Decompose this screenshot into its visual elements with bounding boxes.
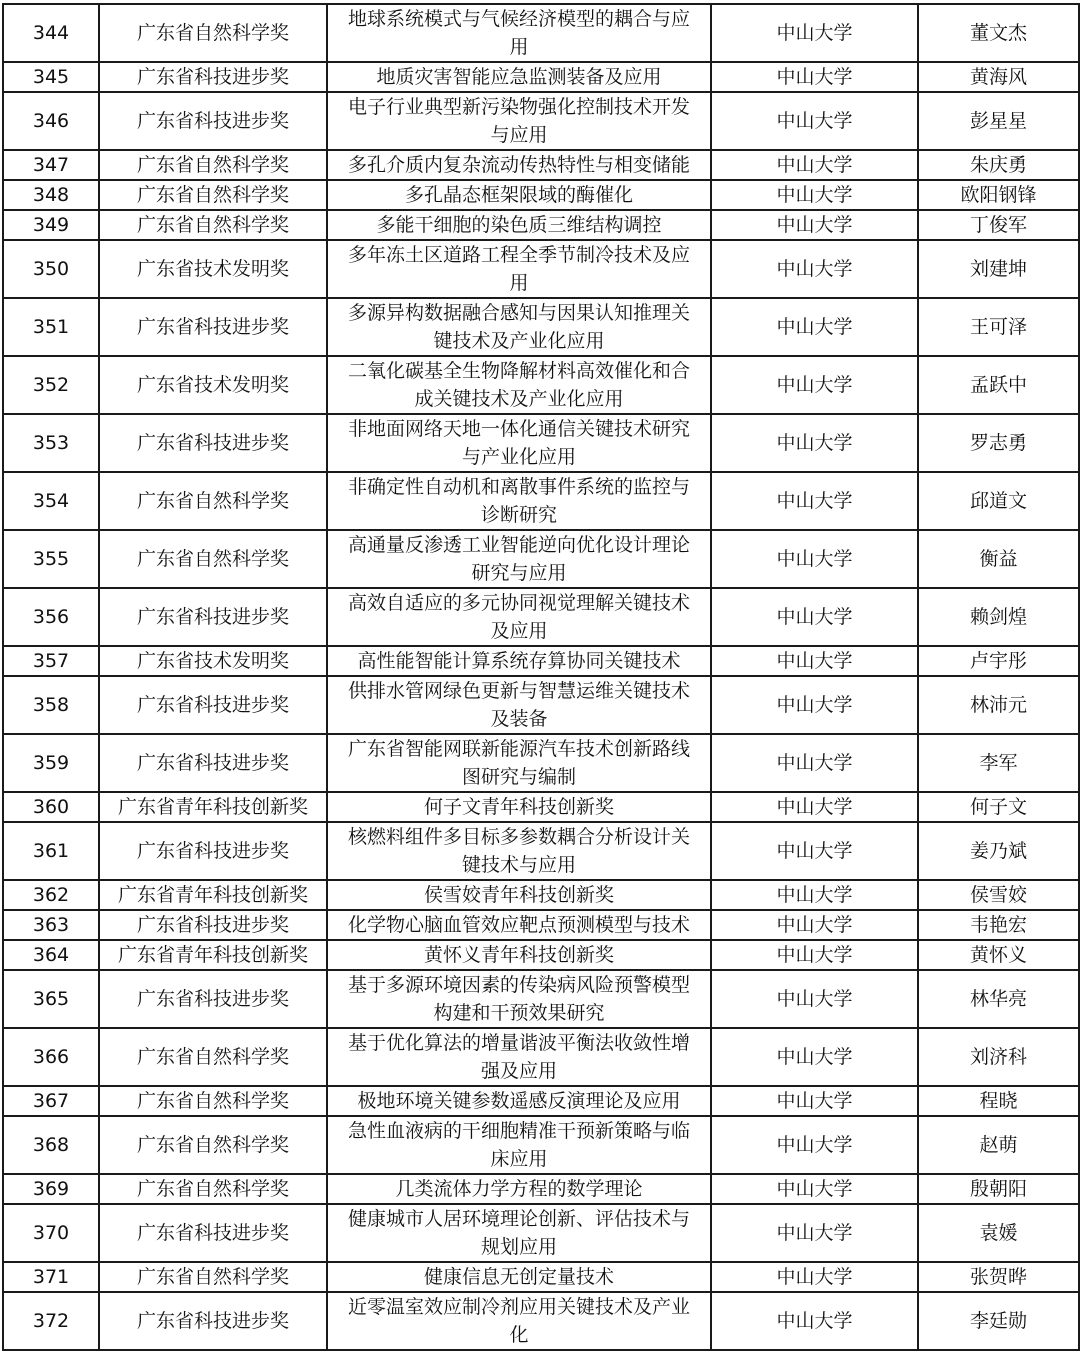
cell-person-name: 韦艳宏	[918, 910, 1079, 940]
cell-project-title	[327, 734, 711, 792]
cell-award-type: 广东省青年科技创新奖	[99, 880, 327, 910]
cell-person-name: 张贺晔	[918, 1262, 1079, 1292]
cell-organization: 中山大学	[711, 970, 918, 1028]
cell-number: 369	[3, 1174, 99, 1204]
cell-award-type: 广东省自然科学奖	[99, 1116, 327, 1174]
cell-award-type: 广东省自然科学奖	[99, 210, 327, 240]
cell-number: 360	[3, 792, 99, 822]
project-title-text: 健康信息无创定量技术	[423, 1266, 614, 1288]
cell-organization: 中山大学	[711, 1086, 918, 1116]
cell-project-title	[327, 970, 711, 1028]
project-title-text: 基于优化算法的增量谐波平衡法收敛性增强及应用	[347, 1032, 690, 1082]
cell-number: 370	[3, 1204, 99, 1262]
cell-organization: 中山大学	[711, 62, 918, 92]
cell-organization: 中山大学	[711, 472, 918, 530]
project-title-text: 地球系统模式与气候经济模型的耦合与应用	[347, 8, 690, 58]
cell-organization: 中山大学	[711, 880, 918, 910]
cell-organization: 中山大学	[711, 1204, 918, 1262]
cell-number: 371	[3, 1262, 99, 1292]
cell-award-type: 广东省技术发明奖	[99, 646, 327, 676]
cell-award-type: 广东省自然科学奖	[99, 530, 327, 588]
cell-organization: 中山大学	[711, 92, 918, 150]
cell-person-name: 赖剑煌	[918, 588, 1079, 646]
table-row	[3, 530, 1079, 588]
cell-organization: 中山大学	[711, 792, 918, 822]
project-title-text: 非确定性自动机和离散事件系统的监控与诊断研究	[347, 476, 690, 526]
cell-number: 357	[3, 646, 99, 676]
cell-person-name: 彭星星	[918, 92, 1079, 150]
cell-person-name: 王可泽	[918, 298, 1079, 356]
cell-project-title	[327, 1028, 711, 1086]
cell-award-type: 广东省科技进步奖	[99, 822, 327, 880]
cell-project-title	[327, 1086, 711, 1116]
table-row	[3, 880, 1079, 910]
cell-person-name: 侯雪姣	[918, 880, 1079, 910]
cell-person-name: 邱道文	[918, 472, 1079, 530]
cell-number: 358	[3, 676, 99, 734]
cell-number: 368	[3, 1116, 99, 1174]
cell-project-title	[327, 940, 711, 970]
cell-number: 363	[3, 910, 99, 940]
cell-number: 350	[3, 240, 99, 298]
cell-organization: 中山大学	[711, 298, 918, 356]
cell-person-name: 殷朝阳	[918, 1174, 1079, 1204]
cell-project-title	[327, 1262, 711, 1292]
project-title-text: 黄怀义青年科技创新奖	[423, 944, 614, 966]
cell-person-name: 李廷勋	[918, 1292, 1079, 1350]
cell-project-title	[327, 880, 711, 910]
project-title-text: 多年冻土区道路工程全季节制冷技术及应用	[347, 244, 690, 294]
project-title-text: 基于多源环境因素的传染病风险预警模型构建和干预效果研究	[347, 974, 690, 1024]
cell-project-title	[327, 180, 711, 210]
awards-table-body	[3, 4, 1079, 1350]
cell-number: 355	[3, 530, 99, 588]
cell-organization: 中山大学	[711, 240, 918, 298]
cell-award-type: 广东省自然科学奖	[99, 1086, 327, 1116]
project-title-text: 二氧化碳基全生物降解材料高效催化和合成关键技术及产业化应用	[347, 360, 690, 410]
cell-project-title	[327, 92, 711, 150]
project-title-text: 广东省智能网联新能源汽车技术创新路线图研究与编制	[347, 738, 690, 788]
cell-award-type: 广东省自然科学奖	[99, 1028, 327, 1086]
cell-project-title	[327, 530, 711, 588]
cell-award-type: 广东省科技进步奖	[99, 910, 327, 940]
cell-project-title	[327, 910, 711, 940]
cell-award-type: 广东省科技进步奖	[99, 734, 327, 792]
project-title-text: 地质灾害智能应急监测装备及应用	[376, 66, 662, 88]
table-row	[3, 4, 1079, 62]
project-title-text: 高通量反渗透工业智能逆向优化设计理论研究与应用	[347, 534, 690, 584]
table-row	[3, 676, 1079, 734]
project-title-text: 几类流体力学方程的数学理论	[395, 1178, 643, 1200]
table-row	[3, 1116, 1079, 1174]
project-title-text: 何子文青年科技创新奖	[423, 796, 614, 818]
table-row	[3, 150, 1079, 180]
cell-award-type: 广东省技术发明奖	[99, 240, 327, 298]
cell-project-title	[327, 298, 711, 356]
project-title-text: 急性血液病的干细胞精准干预新策略与临床应用	[347, 1120, 690, 1170]
cell-organization: 中山大学	[711, 676, 918, 734]
cell-award-type: 广东省科技进步奖	[99, 62, 327, 92]
cell-person-name: 林华亮	[918, 970, 1079, 1028]
cell-award-type: 广东省自然科学奖	[99, 180, 327, 210]
cell-person-name: 林沛元	[918, 676, 1079, 734]
cell-number: 367	[3, 1086, 99, 1116]
table-row	[3, 1262, 1079, 1292]
cell-person-name: 衡益	[918, 530, 1079, 588]
cell-award-type: 广东省技术发明奖	[99, 356, 327, 414]
table-row	[3, 1028, 1079, 1086]
table-row	[3, 792, 1079, 822]
cell-organization: 中山大学	[711, 588, 918, 646]
cell-project-title	[327, 1174, 711, 1204]
table-row	[3, 588, 1079, 646]
table-row	[3, 180, 1079, 210]
cell-project-title	[327, 472, 711, 530]
table-row	[3, 910, 1079, 940]
cell-organization: 中山大学	[711, 530, 918, 588]
cell-project-title	[327, 150, 711, 180]
cell-award-type: 广东省青年科技创新奖	[99, 940, 327, 970]
cell-person-name: 丁俊军	[918, 210, 1079, 240]
project-title-text: 供排水管网绿色更新与智慧运维关键技术及装备	[347, 680, 690, 730]
cell-person-name: 赵萌	[918, 1116, 1079, 1174]
awards-table	[2, 3, 1080, 1351]
cell-project-title	[327, 4, 711, 62]
cell-organization: 中山大学	[711, 1116, 918, 1174]
cell-award-type: 广东省科技进步奖	[99, 92, 327, 150]
table-row	[3, 646, 1079, 676]
cell-organization: 中山大学	[711, 940, 918, 970]
cell-number: 366	[3, 1028, 99, 1086]
cell-person-name: 程晓	[918, 1086, 1079, 1116]
cell-organization: 中山大学	[711, 646, 918, 676]
cell-person-name: 刘济科	[918, 1028, 1079, 1086]
table-row	[3, 1086, 1079, 1116]
cell-number: 365	[3, 970, 99, 1028]
table-row	[3, 970, 1079, 1028]
table-row	[3, 92, 1079, 150]
cell-project-title	[327, 792, 711, 822]
cell-award-type: 广东省科技进步奖	[99, 588, 327, 646]
cell-person-name: 孟跃中	[918, 356, 1079, 414]
cell-award-type: 广东省青年科技创新奖	[99, 792, 327, 822]
cell-organization: 中山大学	[711, 150, 918, 180]
cell-number: 362	[3, 880, 99, 910]
cell-person-name: 李军	[918, 734, 1079, 792]
cell-award-type: 广东省科技进步奖	[99, 1204, 327, 1262]
project-title-text: 健康城市人居环境理论创新、评估技术与规划应用	[347, 1208, 690, 1258]
cell-person-name: 董文杰	[918, 4, 1079, 62]
cell-award-type: 广东省科技进步奖	[99, 970, 327, 1028]
cell-number: 361	[3, 822, 99, 880]
table-row	[3, 734, 1079, 792]
cell-organization: 中山大学	[711, 210, 918, 240]
table-row	[3, 1292, 1079, 1350]
cell-number: 354	[3, 472, 99, 530]
project-title-text: 多孔晶态框架限域的酶催化	[404, 184, 633, 206]
cell-organization: 中山大学	[711, 822, 918, 880]
project-title-text: 近零温室效应制冷剂应用关键技术及产业化	[347, 1296, 690, 1346]
cell-organization: 中山大学	[711, 356, 918, 414]
cell-project-title	[327, 240, 711, 298]
cell-person-name: 朱庆勇	[918, 150, 1079, 180]
table-row	[3, 940, 1079, 970]
cell-number: 348	[3, 180, 99, 210]
table-row	[3, 1174, 1079, 1204]
project-title-text: 高性能智能计算系统存算协同关键技术	[357, 650, 681, 672]
cell-number: 353	[3, 414, 99, 472]
cell-person-name: 黄怀义	[918, 940, 1079, 970]
project-title-text: 高效自适应的多元协同视觉理解关键技术及应用	[347, 592, 690, 642]
cell-award-type: 广东省科技进步奖	[99, 298, 327, 356]
cell-person-name: 刘建坤	[918, 240, 1079, 298]
cell-number: 345	[3, 62, 99, 92]
cell-number: 344	[3, 4, 99, 62]
cell-person-name: 欧阳钢锋	[918, 180, 1079, 210]
cell-organization: 中山大学	[711, 1262, 918, 1292]
cell-project-title	[327, 1116, 711, 1174]
cell-organization: 中山大学	[711, 734, 918, 792]
cell-project-title	[327, 646, 711, 676]
cell-number: 352	[3, 356, 99, 414]
cell-number: 349	[3, 210, 99, 240]
cell-person-name: 袁媛	[918, 1204, 1079, 1262]
table-row	[3, 298, 1079, 356]
table-row	[3, 822, 1079, 880]
cell-organization: 中山大学	[711, 180, 918, 210]
cell-number: 351	[3, 298, 99, 356]
cell-project-title	[327, 356, 711, 414]
cell-organization: 中山大学	[711, 1174, 918, 1204]
cell-award-type: 广东省自然科学奖	[99, 1174, 327, 1204]
cell-project-title	[327, 676, 711, 734]
cell-person-name: 何子文	[918, 792, 1079, 822]
cell-award-type: 广东省科技进步奖	[99, 414, 327, 472]
table-row	[3, 414, 1079, 472]
table-row	[3, 1204, 1079, 1262]
cell-organization: 中山大学	[711, 910, 918, 940]
cell-number: 347	[3, 150, 99, 180]
cell-project-title	[327, 62, 711, 92]
cell-number: 372	[3, 1292, 99, 1350]
cell-award-type: 广东省自然科学奖	[99, 150, 327, 180]
project-title-text: 多孔介质内复杂流动传热特性与相变储能	[347, 154, 690, 176]
table-row	[3, 240, 1079, 298]
project-title-text: 多能干细胞的染色质三维结构调控	[376, 214, 662, 236]
cell-person-name: 黄海风	[918, 62, 1079, 92]
cell-project-title	[327, 414, 711, 472]
cell-project-title	[327, 822, 711, 880]
project-title-text: 非地面网络天地一体化通信关键技术研究与产业化应用	[347, 418, 690, 468]
cell-award-type: 广东省自然科学奖	[99, 1262, 327, 1292]
cell-organization: 中山大学	[711, 1292, 918, 1350]
cell-award-type: 广东省科技进步奖	[99, 1292, 327, 1350]
project-title-text: 多源异构数据融合感知与因果认知推理关键技术及产业化应用	[347, 302, 690, 352]
cell-project-title	[327, 588, 711, 646]
cell-number: 346	[3, 92, 99, 150]
table-row	[3, 356, 1079, 414]
cell-project-title	[327, 210, 711, 240]
cell-award-type: 广东省自然科学奖	[99, 4, 327, 62]
cell-person-name: 卢宇彤	[918, 646, 1079, 676]
cell-person-name: 姜乃斌	[918, 822, 1079, 880]
project-title-text: 化学物心脑血管效应靶点预测模型与技术	[347, 914, 690, 936]
table-row	[3, 210, 1079, 240]
project-title-text: 极地环境关键参数遥感反演理论及应用	[357, 1090, 681, 1112]
project-title-text: 电子行业典型新污染物强化控制技术开发与应用	[347, 96, 690, 146]
cell-organization: 中山大学	[711, 4, 918, 62]
cell-organization: 中山大学	[711, 1028, 918, 1086]
cell-number: 356	[3, 588, 99, 646]
cell-project-title	[327, 1204, 711, 1262]
cell-number: 364	[3, 940, 99, 970]
cell-organization: 中山大学	[711, 414, 918, 472]
project-title-text: 核燃料组件多目标多参数耦合分析设计关键技术与应用	[347, 826, 690, 876]
cell-number: 359	[3, 734, 99, 792]
cell-project-title	[327, 1292, 711, 1350]
cell-person-name: 罗志勇	[918, 414, 1079, 472]
cell-award-type: 广东省自然科学奖	[99, 472, 327, 530]
table-row	[3, 62, 1079, 92]
table-row	[3, 472, 1079, 530]
cell-award-type: 广东省科技进步奖	[99, 676, 327, 734]
project-title-text: 侯雪姣青年科技创新奖	[423, 884, 614, 906]
